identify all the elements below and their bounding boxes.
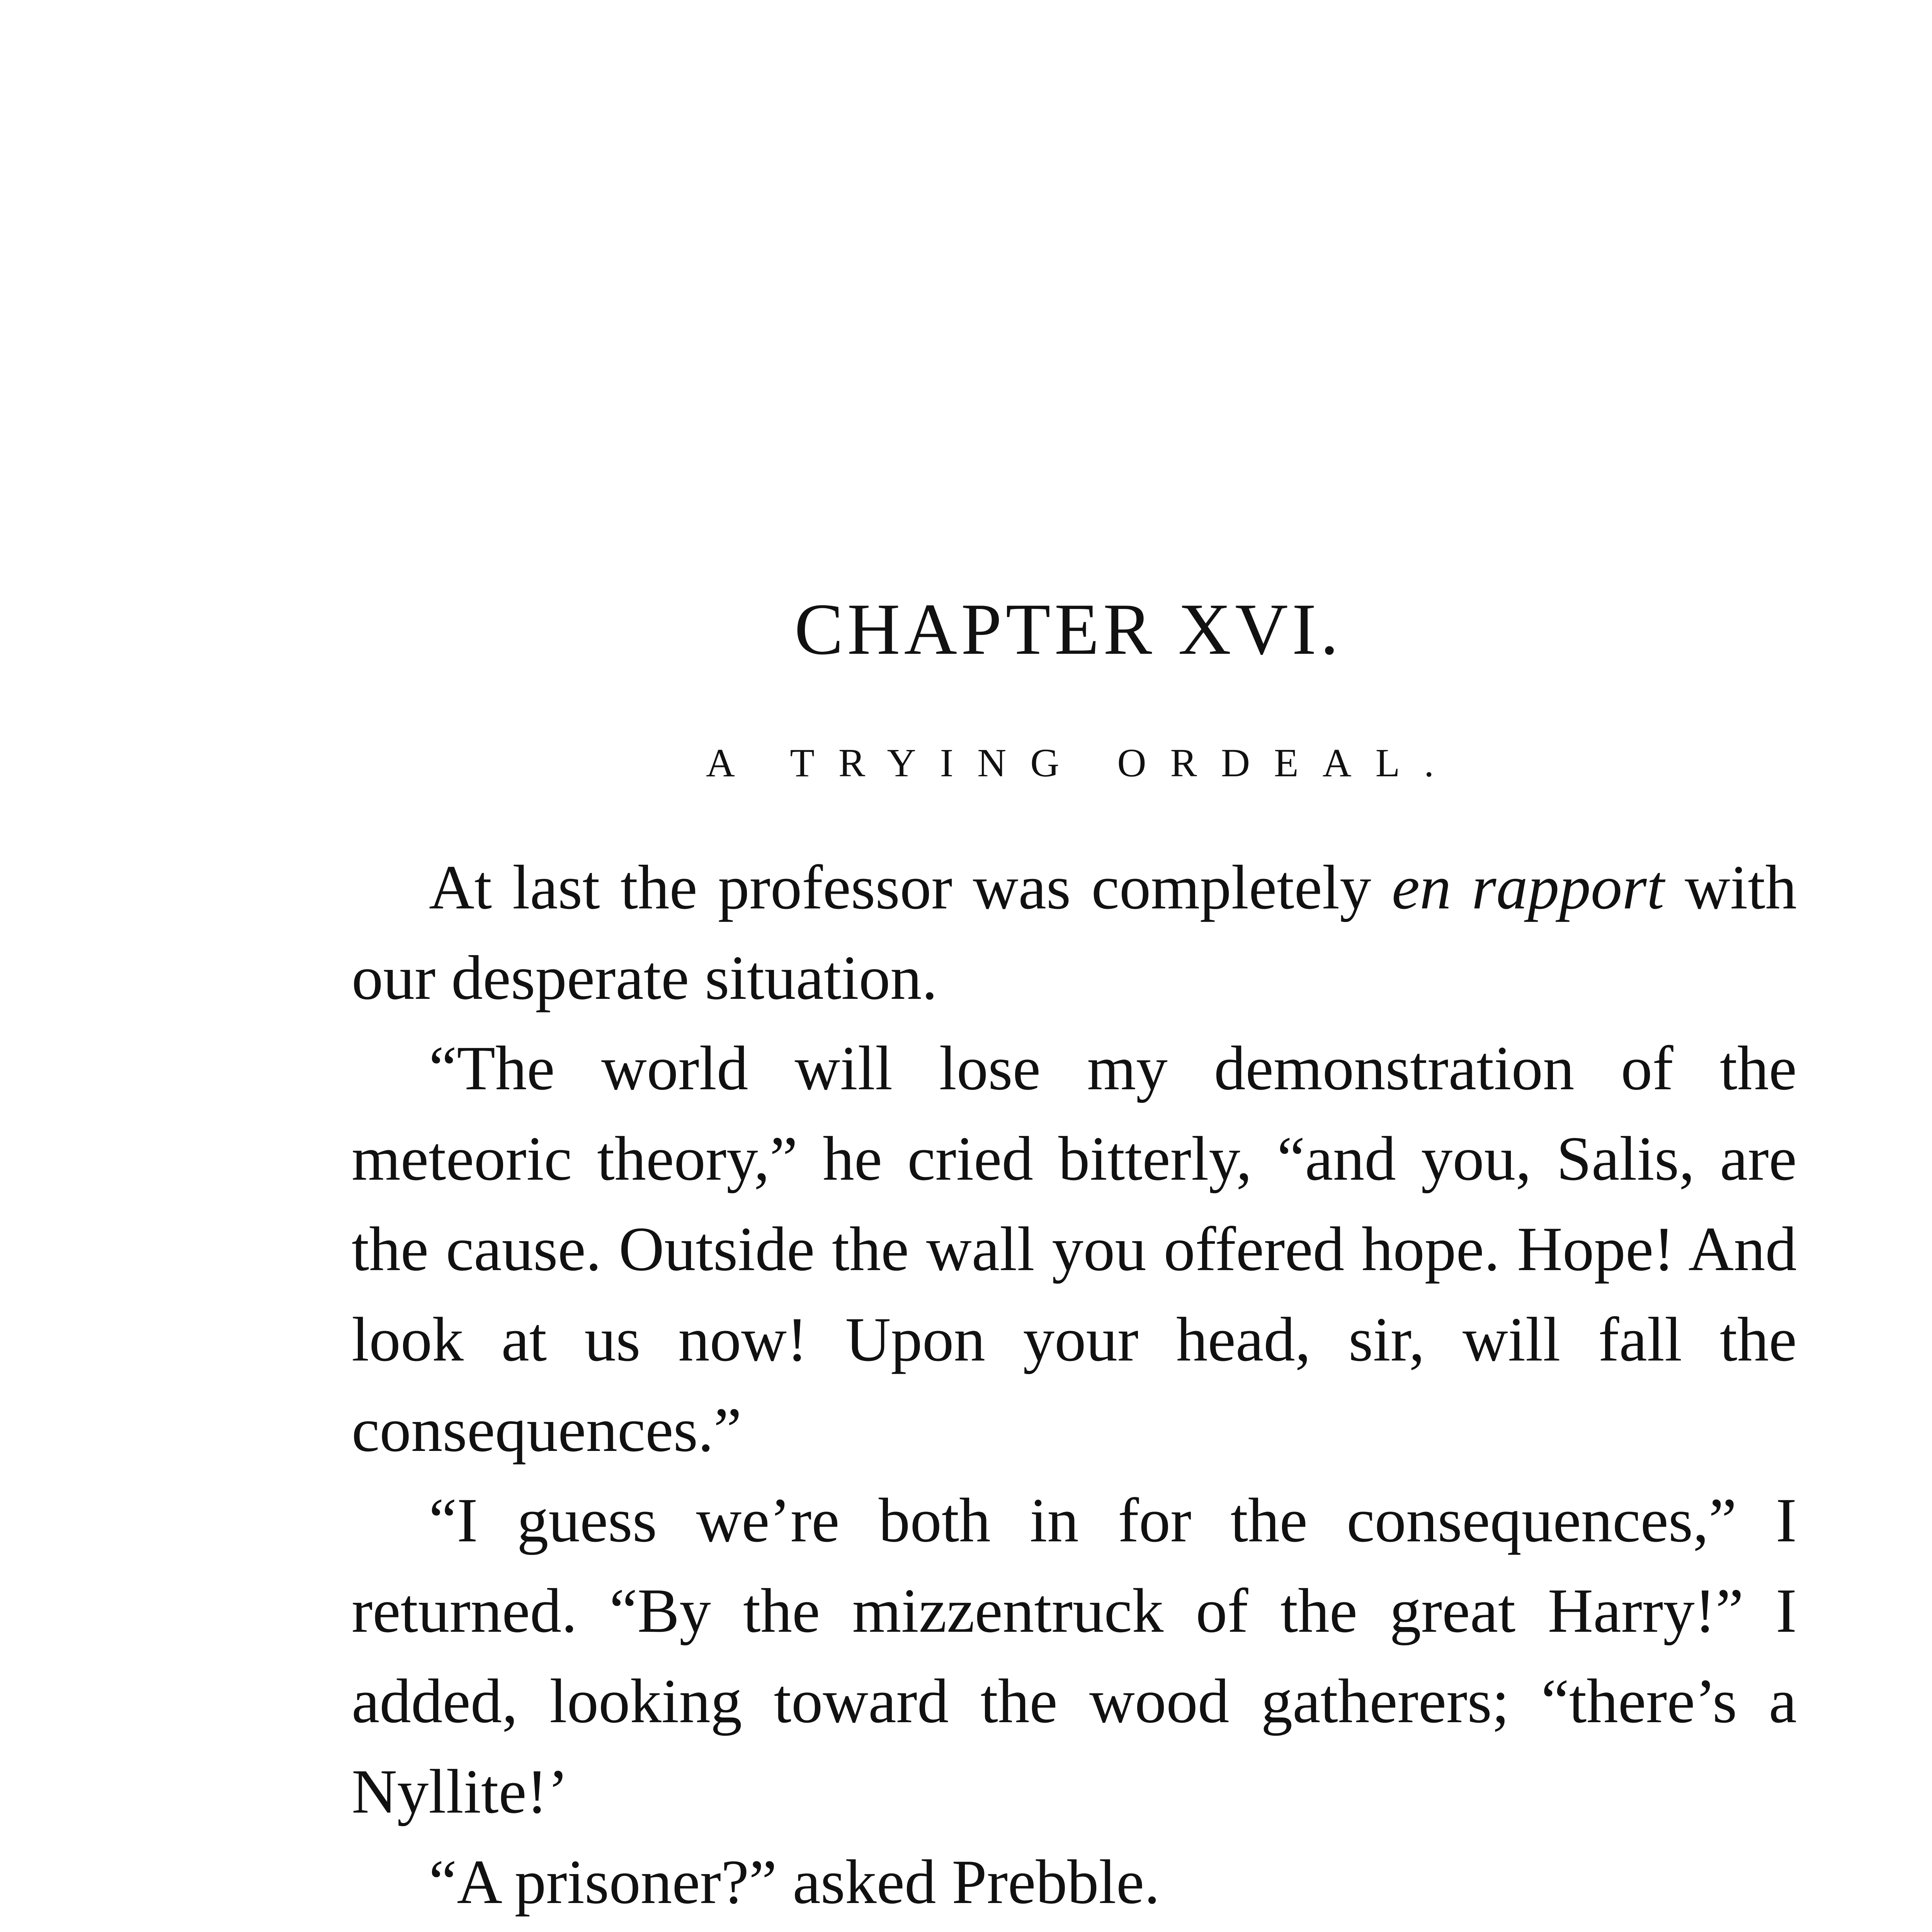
chapter-title: CHAPTER XVI. bbox=[794, 589, 1343, 670]
emphasized-phrase: en rapport bbox=[1391, 853, 1665, 922]
paragraph-text: At last the professor was completely bbox=[429, 853, 1392, 922]
paragraph bbox=[352, 1927, 1797, 1932]
chapter-body bbox=[352, 842, 1797, 1932]
paragraph: “The world will lose my demonstration of the meteoric theory,” he cried bitterly, “and you, Salis, are the cause. Outside the wall you offered hope. Hope! And look at us now! Upon your head, sir, will fall the consequences.” bbox=[352, 1034, 1797, 1465]
chapter-subtitle: A TRYING ORDEAL. bbox=[706, 741, 1458, 785]
paragraph-text: with our desperate situation. bbox=[352, 853, 1797, 1013]
paragraph bbox=[352, 842, 1797, 1023]
paragraph: “I guess we’re both in for the consequences,” I returned. “By the mizzentruck of the great Harry!” I added, looking toward the wood gatherers; “there’s a Nyllite!’ bbox=[352, 1486, 1797, 1827]
paragraph: “A prisoner?” asked Prebble. bbox=[429, 1847, 1160, 1917]
